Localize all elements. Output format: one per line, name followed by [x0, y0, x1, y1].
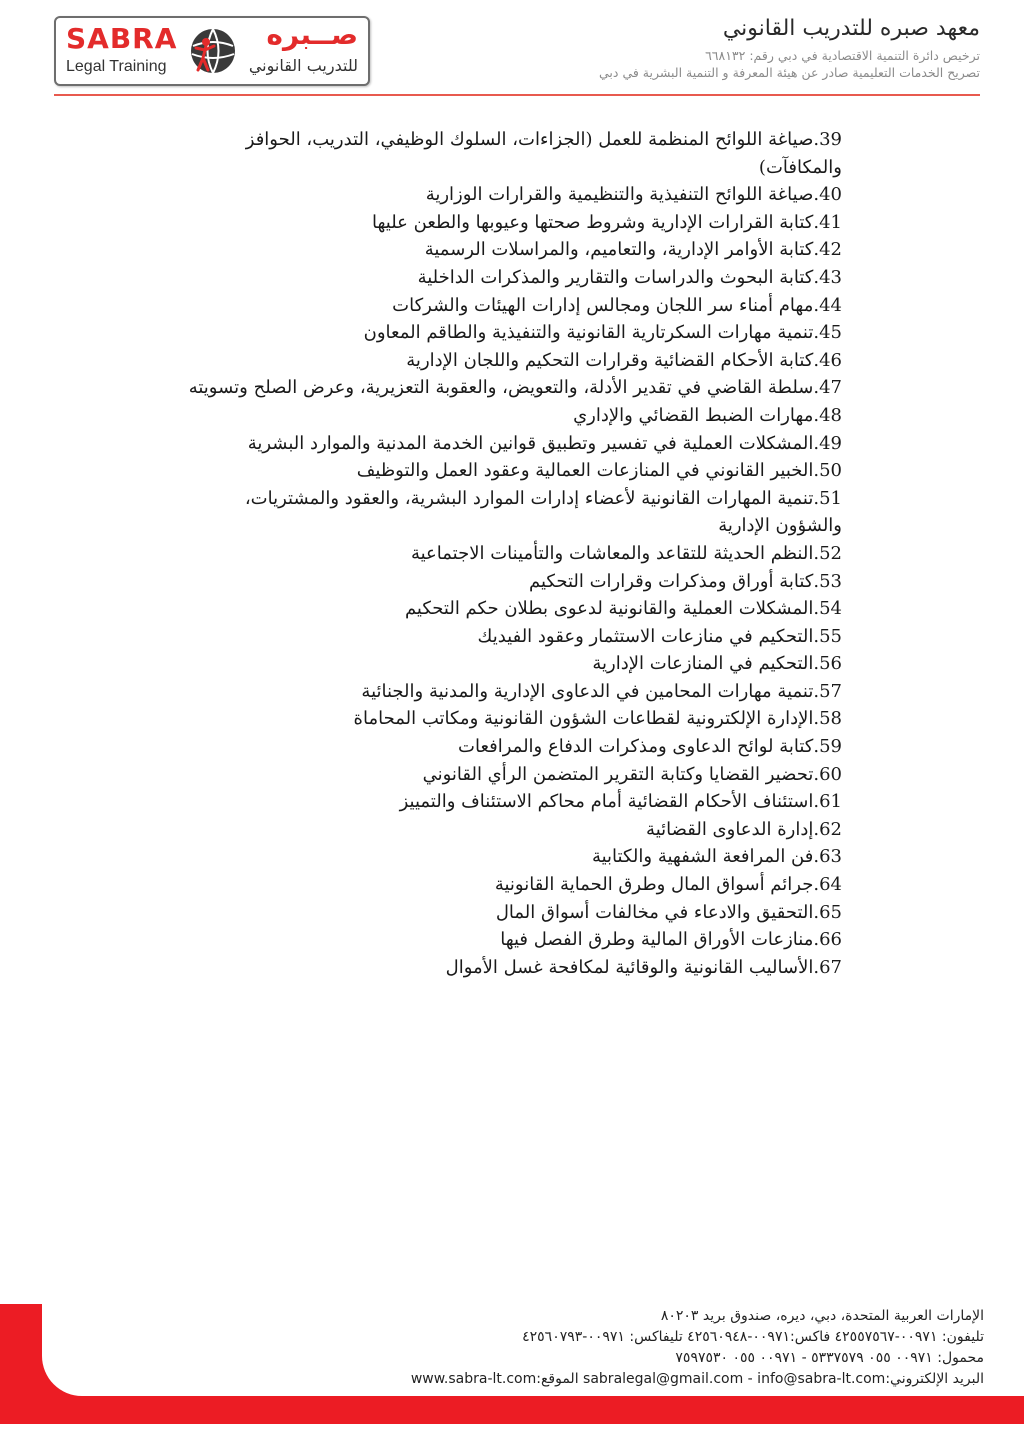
logo-name-ar: صــبره	[266, 18, 358, 51]
course-number-dot: .	[813, 432, 820, 454]
course-title: مهام أمناء سر اللجان ومجالس إدارات الهيئات والشركات	[392, 294, 814, 316]
course-item	[180, 209, 842, 237]
course-item	[180, 678, 842, 706]
course-number-dot: .	[813, 349, 820, 371]
course-item	[180, 402, 842, 430]
course-number-dot: .	[813, 404, 820, 426]
course-number: 54	[819, 598, 842, 620]
course-number: 57	[819, 680, 842, 702]
course-item	[180, 319, 842, 347]
course-number: 63	[819, 846, 842, 868]
logo-subtitle-en: Legal Training	[66, 58, 167, 75]
course-item	[180, 236, 842, 264]
course-title: النظم الحديثة للتقاعد والمعاشات والتأمينات الاجتماعية	[410, 542, 814, 564]
footer-contact: البريد الإلكتروني:sabralegal@gmail.com - info@sabra-lt.com الموقع:www.sabra-lt.com	[410, 1371, 984, 1387]
course-number: 47	[819, 377, 842, 399]
course-title: تحضير القضايا وكتابة التقرير المتضمن الرأي القانوني	[422, 763, 814, 785]
header-divider	[54, 94, 980, 96]
course-item	[180, 623, 842, 651]
course-number-dot: .	[813, 625, 820, 647]
course-number: 45	[819, 322, 842, 344]
course-number: 41	[819, 211, 842, 233]
permit-line: تصريح الخدمات التعليمية صادر عن هيئة المعرفة و التنمية البشرية في دبي	[599, 65, 980, 80]
course-number-dot: .	[813, 184, 820, 206]
course-item	[180, 761, 842, 789]
course-list	[180, 126, 842, 981]
course-item	[180, 568, 842, 596]
course-title: الأساليب القانونية والوقائية لمكافحة غسل الأموال	[445, 956, 814, 978]
course-number: 59	[819, 736, 842, 758]
course-item	[180, 816, 842, 844]
logo-subtitle-ar: للتدريب القانوني	[248, 56, 358, 75]
course-title: فن المرافعة الشفهية والكتابية	[591, 846, 814, 868]
course-number: 64	[819, 874, 842, 896]
course-number: 60	[819, 763, 842, 785]
course-number: 42	[819, 239, 842, 261]
course-title: كتابة الأوامر الإدارية، والتعاميم، والمراسلات الرسمية	[424, 239, 814, 261]
course-number-dot: .	[813, 736, 820, 758]
course-item	[180, 430, 842, 458]
course-number-dot: .	[813, 460, 820, 482]
course-number-dot: .	[813, 956, 820, 978]
course-item	[180, 595, 842, 623]
course-number-dot: .	[813, 874, 820, 896]
globe-figure-icon	[186, 24, 240, 78]
course-number-dot: .	[813, 322, 820, 344]
course-number: 48	[819, 404, 842, 426]
course-number: 62	[819, 818, 842, 840]
course-item	[180, 292, 842, 320]
course-title: تنمية مهارات السكرتارية القانونية والتنفيذية والطاقم المعاون	[363, 322, 814, 344]
course-number-dot: .	[813, 901, 820, 923]
course-number-dot: .	[813, 294, 820, 316]
course-title: كتابة لوائح الدعاوى ومذكرات الدفاع والمرافعات	[458, 736, 814, 758]
course-number-dot: .	[813, 763, 820, 785]
course-number-dot: .	[813, 239, 820, 261]
course-number-dot: .	[813, 377, 820, 399]
course-title: كتابة البحوث والدراسات والتقارير والمذكرات الداخلية	[417, 266, 814, 288]
course-item	[180, 540, 842, 568]
course-item	[180, 788, 842, 816]
logo-name-en: SABRA	[66, 22, 178, 55]
course-title: سلطة القاضي في تقدير الأدلة، والتعويض، والعقوبة التعزيرية، وعرض الصلح وتسويته	[188, 377, 814, 399]
course-title: تنمية المهارات القانونية لأعضاء إدارات الموارد البشرية، والعقود والمشتريات، والشؤون الإدارية	[244, 487, 842, 537]
course-number-dot: .	[813, 653, 820, 675]
course-title: الإدارة الإلكترونية لقطاعات الشؤون القانونية ومكاتب المحاماة	[353, 708, 814, 730]
institute-title: معهد صبره للتدريب القانوني	[722, 16, 980, 41]
course-title: كتابة أوراق ومذكرات وقرارات التحكيم	[528, 570, 814, 592]
course-title: إدارة الدعاوى القضائية	[646, 818, 814, 840]
course-item	[180, 650, 842, 678]
course-number: 56	[819, 653, 842, 675]
course-title: المشكلات العملية في تفسير وتطبيق قوانين الخدمة المدنية والموارد البشرية	[247, 432, 814, 454]
course-title: كتابة الأحكام القضائية وقرارات التحكيم واللجان الإدارية	[406, 349, 814, 371]
course-number-dot: .	[813, 570, 820, 592]
course-number: 67	[819, 956, 842, 978]
course-item	[180, 954, 842, 982]
course-item	[180, 181, 842, 209]
footer-address: الإمارات العربية المتحدة، دبي، ديره، صندوق بريد ٨٠٢٠٣	[660, 1308, 984, 1324]
course-number-dot: .	[813, 929, 820, 951]
course-number: 49	[819, 432, 842, 454]
course-number: 51	[819, 487, 842, 509]
course-title: جرائم أسواق المال وطرق الحماية القانونية	[494, 874, 814, 896]
course-item	[180, 705, 842, 733]
course-number: 43	[819, 266, 842, 288]
course-item	[180, 899, 842, 927]
course-title: كتابة القرارات الإدارية وشروط صحتها وعيوبها والطعن عليها	[372, 211, 814, 233]
course-number-dot: .	[813, 708, 820, 730]
course-title: التحقيق والادعاء في مخالفات أسواق المال	[495, 901, 814, 923]
course-title: صياغة اللوائح التنفيذية والتنظيمية والقرارات الوزارية	[425, 184, 814, 206]
course-number-dot: .	[813, 211, 820, 233]
course-title: المشكلات العملية والقانونية لدعوى بطلان حكم التحكيم	[404, 598, 814, 620]
course-item	[180, 485, 842, 540]
logo	[54, 16, 370, 86]
course-number-dot: .	[813, 846, 820, 868]
course-number: 66	[819, 929, 842, 951]
course-item	[180, 871, 842, 899]
footer-mobile: محمول: ٠٠٩٧١ ٠٥٥ ٥٣٣٧٥٧٩ - ٠٠٩٧١ ٠٥٥ ٧٥٩٧٥٣٠	[675, 1350, 984, 1366]
course-title: صياغة اللوائح المنظمة للعمل (الجزاءات، السلوك الوظيفي، التدريب، الحوافز والمكافآت)	[245, 129, 842, 178]
course-number-dot: .	[813, 266, 820, 288]
course-number-dot: .	[813, 680, 820, 702]
course-title: تنمية مهارات المحامين في الدعاوى الإدارية والمدنية والجنائية	[361, 680, 814, 702]
course-number-dot: .	[813, 791, 820, 813]
course-title: التحكيم في منازعات الاستثمار وعقود الفيديك	[477, 625, 814, 647]
course-title: مهارات الضبط القضائي والإداري	[573, 404, 814, 426]
course-number: 55	[819, 625, 842, 647]
course-title: الخبير القانوني في المنازعات العمالية وعقود العمل والتوظيف	[356, 460, 814, 482]
course-number: 53	[819, 570, 842, 592]
course-title: التحكيم في المنازعات الإدارية	[592, 653, 814, 675]
course-number: 61	[819, 791, 842, 813]
course-number-dot: .	[813, 129, 820, 150]
course-number: 50	[819, 460, 842, 482]
course-title: استئناف الأحكام القضائية أمام محاكم الاستئناف والتمييز	[399, 791, 814, 813]
course-number-dot: .	[813, 542, 820, 564]
course-item	[180, 126, 842, 181]
course-item	[180, 926, 842, 954]
course-number: 46	[819, 349, 842, 371]
course-number: 58	[819, 708, 842, 730]
course-item	[180, 374, 842, 402]
course-number: 65	[819, 901, 842, 923]
course-number: 52	[819, 542, 842, 564]
course-item	[180, 347, 842, 375]
footer-phones: تليفون: ٠٠٩٧١-٤٢٥٥٧٥٦٧ فاكس:٠٠٩٧١-٤٢٥٦٠٩٤٨ تليفاكس: ٠٠٩٧١-٤٢٥٦٠٧٩٣	[522, 1329, 984, 1345]
course-number: 40	[819, 184, 842, 206]
course-number-dot: .	[813, 818, 820, 840]
course-item	[180, 457, 842, 485]
license-line: ترخيص دائرة التنمية الاقتصادية في دبي رقم: ٦٦٨١٣٢	[705, 48, 980, 63]
course-title: منازعات الأوراق المالية وطرق الفصل فيها	[500, 929, 814, 951]
course-item	[180, 733, 842, 761]
course-item	[180, 843, 842, 871]
course-number: 39	[819, 129, 842, 150]
course-number-dot: .	[813, 598, 820, 620]
course-number: 44	[819, 294, 842, 316]
course-item	[180, 264, 842, 292]
course-number-dot: .	[813, 487, 820, 509]
